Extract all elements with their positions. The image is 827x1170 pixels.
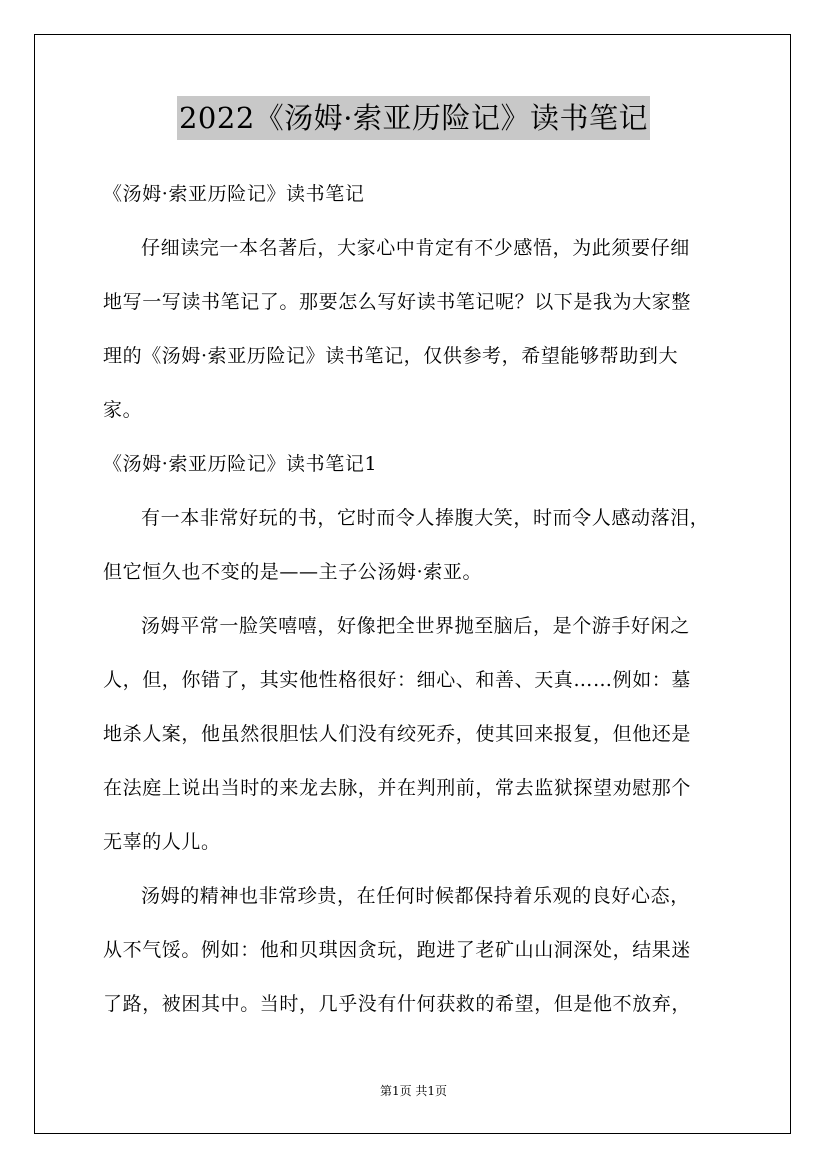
- paragraph-line: 在法庭上说出当时的来龙去脉，并在判刑前，常去监狱探望劝慰那个: [103, 777, 692, 799]
- paragraph-line: 仔细读完一本名著后，大家心中肯定有不少感悟，为此须要仔细: [141, 237, 690, 259]
- paragraph-line: 地写一写读书笔记了。那要怎么写好读书笔记呢？以下是我为大家整: [103, 291, 692, 313]
- paragraph-line: 但它恒久也不变的是——主子公汤姆·索亚。: [103, 561, 483, 583]
- paragraph-line: 家。: [103, 399, 143, 421]
- paragraph-line: 有一本非常好玩的书，它时而令人捧腹大笑，时而令人感动落泪，: [141, 507, 710, 529]
- section-heading: 《汤姆·索亚历险记》读书笔记1: [103, 453, 378, 475]
- paragraph-line: 地杀人案，他虽然很胆怯人们没有绞死乔，使其回来报复，但他还是: [103, 723, 692, 745]
- paragraph-line: 人，但，你错了，其实他性格很好：细心、和善、天真……例如：墓: [103, 669, 692, 691]
- paragraph-line: 了路，被困其中。当时，几乎没有什何获救的希望，但是他不放弃，: [103, 993, 692, 1015]
- paragraph-line: 理的《汤姆·索亚历险记》读书笔记，仅供参考，希望能够帮助到大: [103, 345, 679, 367]
- page-footer: 第1页 共1页: [379, 1084, 448, 1098]
- paragraph-line: 从不气馁。例如：他和贝琪因贪玩，跑进了老矿山山洞深处，结果迷: [103, 939, 692, 961]
- subtitle-heading: 《汤姆·索亚历险记》读书笔记: [103, 183, 365, 205]
- paragraph-line: 无辜的人儿。: [103, 831, 221, 853]
- title-container: [0, 96, 827, 140]
- paragraph-line: 汤姆的精神也非常珍贵，在任何时候都保持着乐观的良好心态，: [141, 885, 690, 907]
- paragraph-line: 汤姆平常一脸笑嘻嘻，好像把全世界抛至脑后，是个游手好闲之: [141, 615, 690, 637]
- document-title: 2022《汤姆·索亚历险记》读书笔记: [177, 96, 650, 140]
